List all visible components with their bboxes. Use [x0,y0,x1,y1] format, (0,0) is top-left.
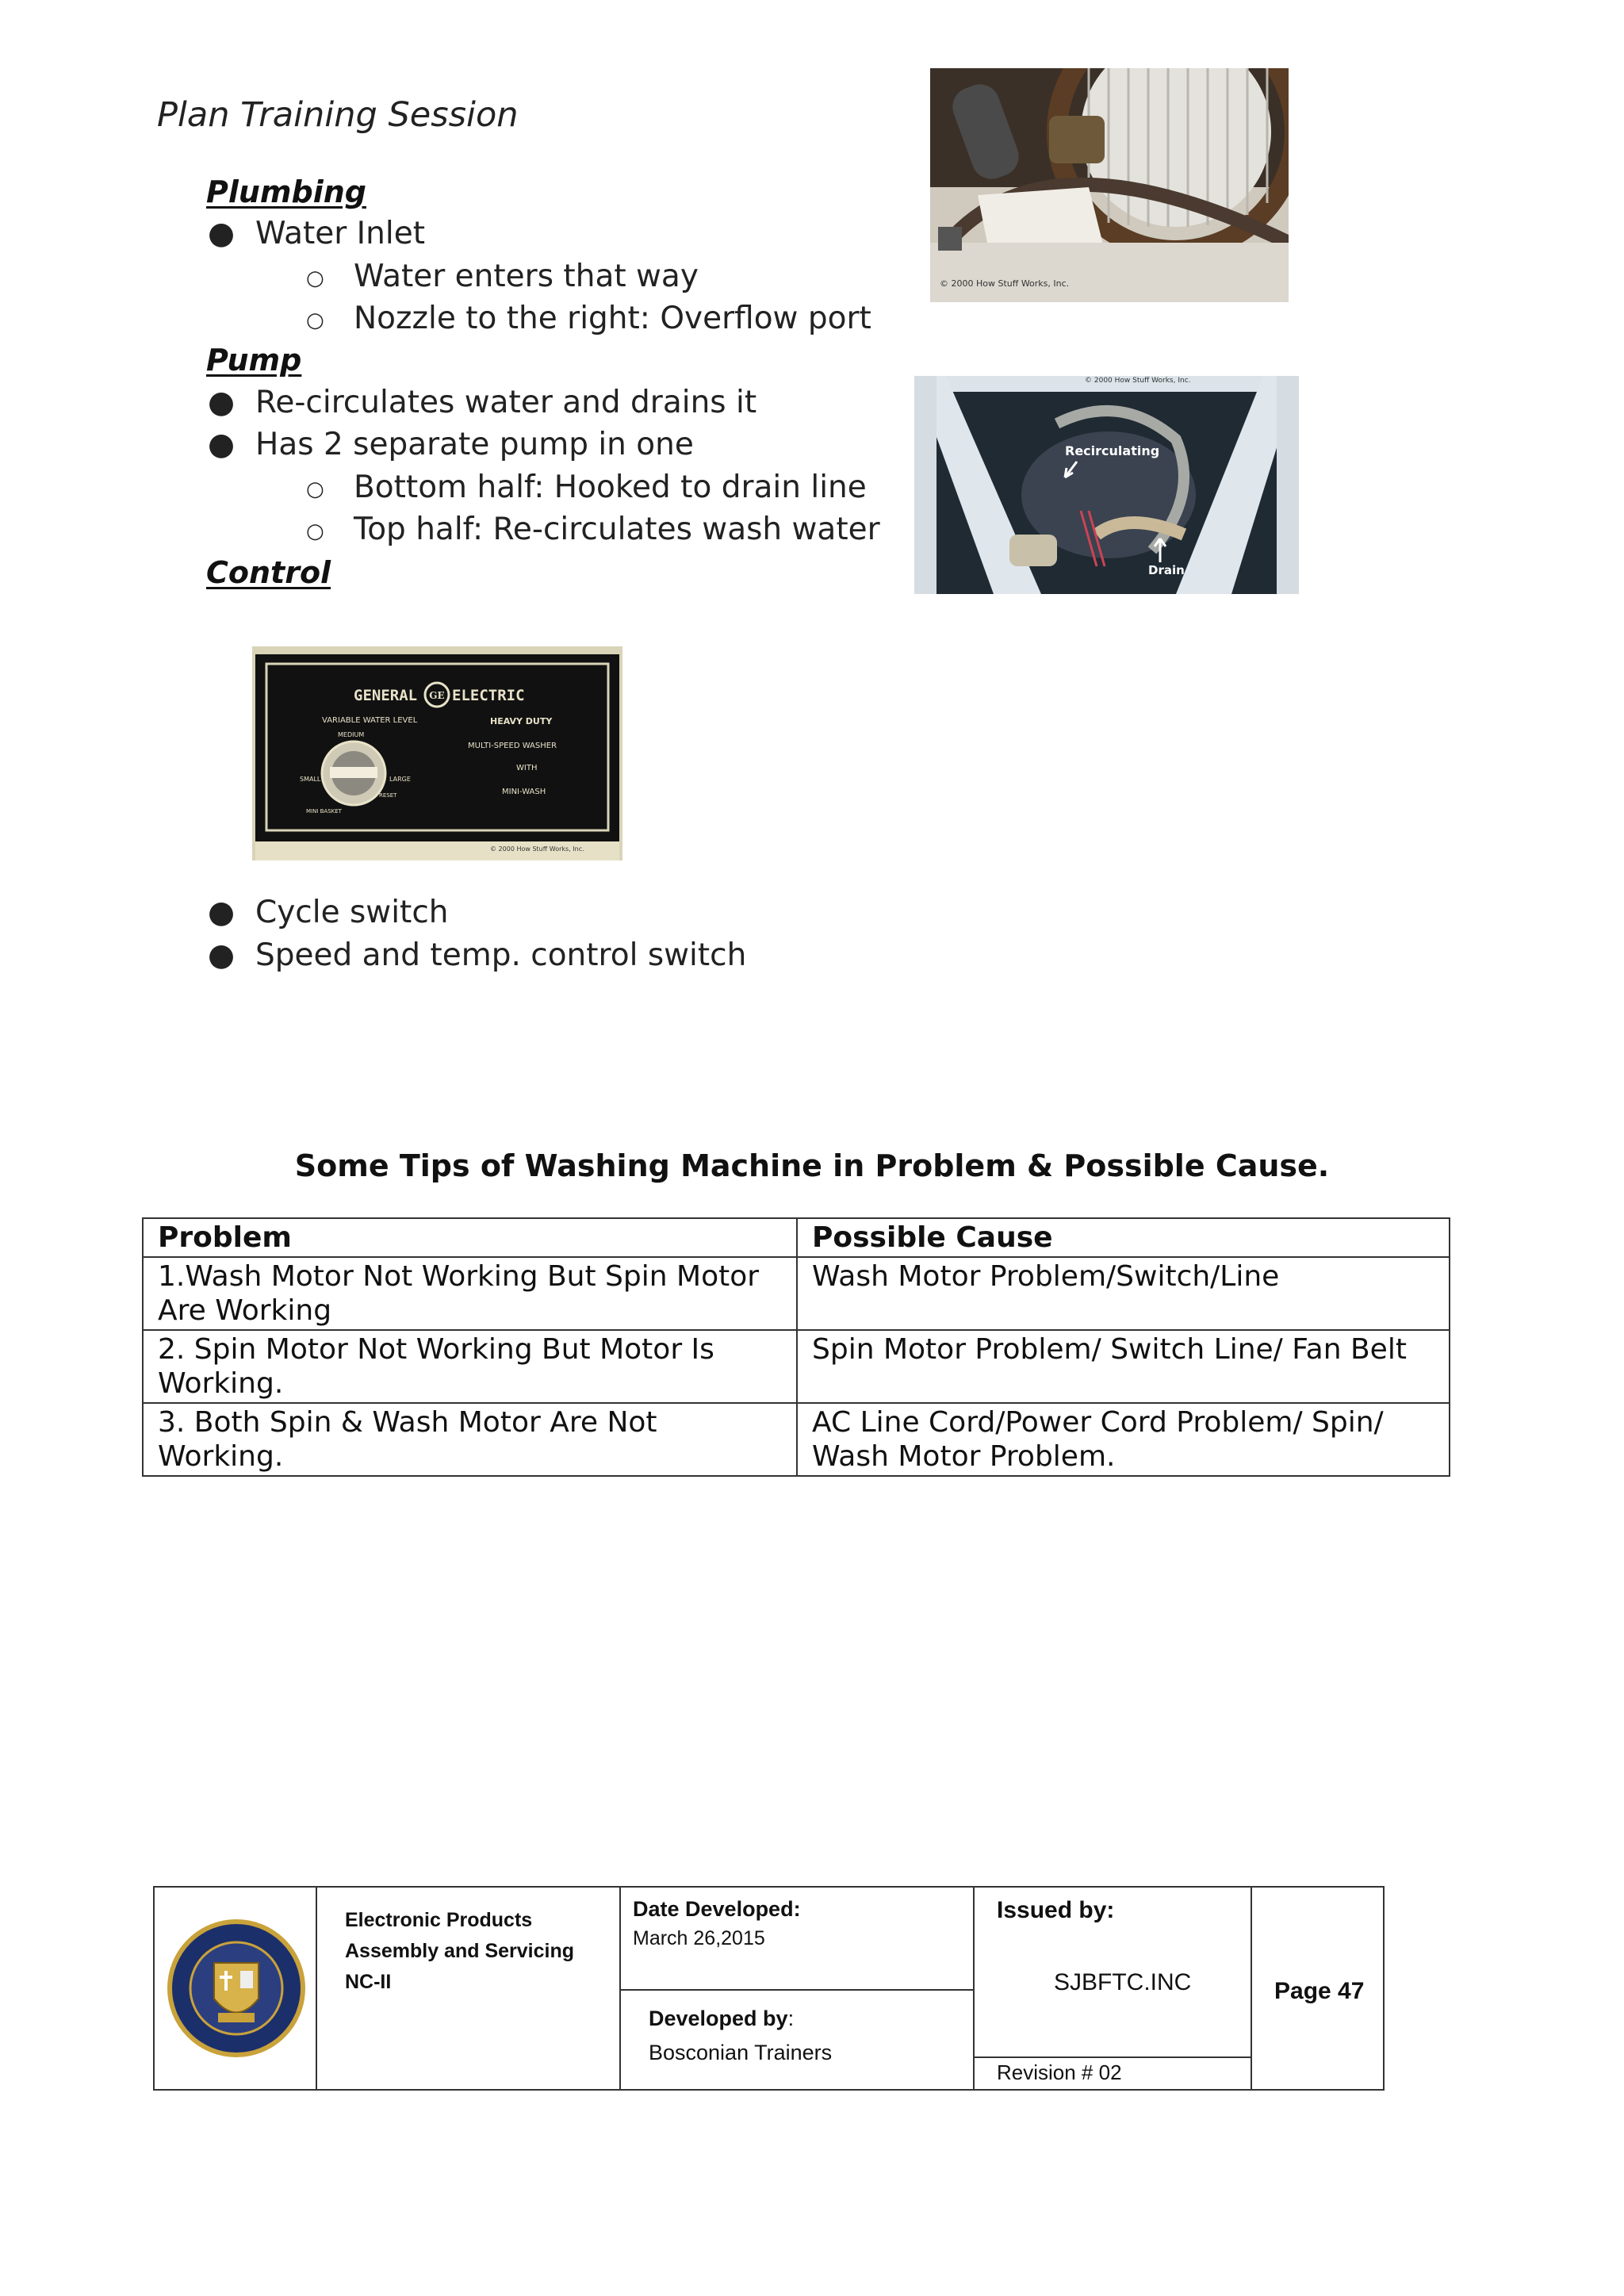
cause-cell: Wash Motor Problem/Switch/Line [797,1257,1450,1330]
document-footer [153,1886,1385,2091]
medium-label: MEDIUM [338,731,365,738]
heavy-duty-label: HEAVY DUTY [490,716,553,726]
course-title: Electronic Products Assembly and Servicing NC-II [345,1909,575,1993]
sub-list-item [306,512,880,547]
recirculating-label: Recirculating [1065,443,1160,458]
bullet-text: Water Inlet [255,216,426,251]
photo-caption: © 2000 How Stuff Works, Inc. [1085,377,1191,385]
photo-caption: © 2000 How Stuff Works, Inc. [490,845,584,853]
table-header-row [143,1218,1450,1257]
list-item [208,937,747,973]
control-heading: Control [206,555,331,590]
table-row [143,1257,1450,1330]
photo-caption: © 2000 How Stuff Works, Inc. [940,278,1070,289]
page-number: Page 47 [1274,1978,1365,2004]
footer-divider [621,1989,973,1991]
developed-by-label-group [649,2007,794,2031]
bullet-dot: ● [208,385,236,420]
sub-bullet-ring: ○ [306,266,324,290]
list-item [208,385,757,420]
developed-by-value: Bosconian Trainers [649,2041,833,2064]
footer-divider [975,2056,1251,2058]
sub-bullet-ring: ○ [306,309,324,332]
sub-item-text: Bottom half: Hooked to drain line [354,470,867,505]
revision-number: Revision # 02 [997,2060,1122,2084]
table-row [143,1403,1450,1476]
list-item [208,427,694,462]
developed-by-colon: : [787,2007,795,2030]
footer-issued-cell [975,1888,1252,2089]
drain-label: Drain [1148,563,1185,577]
pump-photo [914,376,1299,594]
issued-by-value: SJBFTC.INC [1054,1969,1192,1995]
sub-list-item [306,470,867,505]
water-inlet-photo [930,68,1289,302]
header-possible-cause: Possible Cause [797,1218,1450,1257]
cause-cell: Spin Motor Problem/ Switch Line/ Fan Belt [797,1330,1450,1403]
tips-table [142,1217,1450,1477]
small-label: SMALL [300,776,321,783]
list-item [208,895,449,930]
footer-date-cell [621,1888,975,2089]
header-problem: Problem [143,1218,797,1257]
brand-left: GENERAL [354,687,418,704]
bullet-text: Re-circulates water and drains it [255,385,757,420]
bullet-dot: ● [208,216,236,251]
school-seal-logo [155,1888,317,2089]
pump-heading: Pump [206,343,302,378]
footer-logo-cell [155,1888,317,2089]
problem-cell: 3. Both Spin & Wash Motor Are Not Working. [143,1403,797,1476]
tips-title: Some Tips of Washing Machine in Problem & Possible Cause. [294,1148,1330,1183]
ge-logo-text: GE [429,690,445,701]
sub-bullet-ring: ○ [306,477,324,501]
page-title: Plan Training Session [157,95,519,135]
cause-cell: AC Line Cord/Power Cord Problem/ Spin/ Wash Motor Problem. [797,1403,1450,1476]
with-label: WITH [516,764,538,772]
sub-item-text: Top half: Re-circulates wash water [354,512,880,547]
multi-speed-label: MULTI-SPEED WASHER [468,742,557,750]
brand-right: ELECTRIC [452,687,525,704]
problem-cell: 2. Spin Motor Not Working But Motor Is Working. [143,1330,797,1403]
mini-wash-label: MINI-WASH [502,788,546,796]
sub-bullet-ring: ○ [306,519,324,543]
sub-item-text: Nozzle to the right: Overflow port [354,301,871,336]
sub-list-item [306,259,699,294]
date-developed-label: Date Developed: [633,1897,801,1921]
bullet-dot: ● [208,895,236,930]
footer-page-cell [1252,1888,1383,2089]
sub-item-text: Water enters that way [354,259,699,294]
control-panel-photo [252,646,622,861]
problem-cell: 1.Wash Motor Not Working But Spin Motor Are Working [143,1257,797,1330]
plumbing-heading: Plumbing [206,174,367,209]
bullet-dot: ● [208,937,236,973]
table-row [143,1330,1450,1403]
bullet-text: Speed and temp. control switch [255,937,747,973]
sub-list-item [306,301,871,336]
developed-by-label: Developed by [649,2007,788,2030]
list-item [208,216,426,251]
bullet-text: Has 2 separate pump in one [255,427,694,462]
bullet-dot: ● [208,427,236,462]
mini-basket-label: MINI BASKET [306,808,342,815]
date-developed-value: March 26,2015 [633,1927,765,1949]
bullet-text: Cycle switch [255,895,449,930]
reset-label: RESET [379,792,397,799]
footer-course-cell [317,1888,621,2089]
water-level-label: VARIABLE WATER LEVEL [322,716,418,725]
large-label: LARGE [389,776,411,783]
issued-by-label: Issued by: [997,1897,1115,1923]
